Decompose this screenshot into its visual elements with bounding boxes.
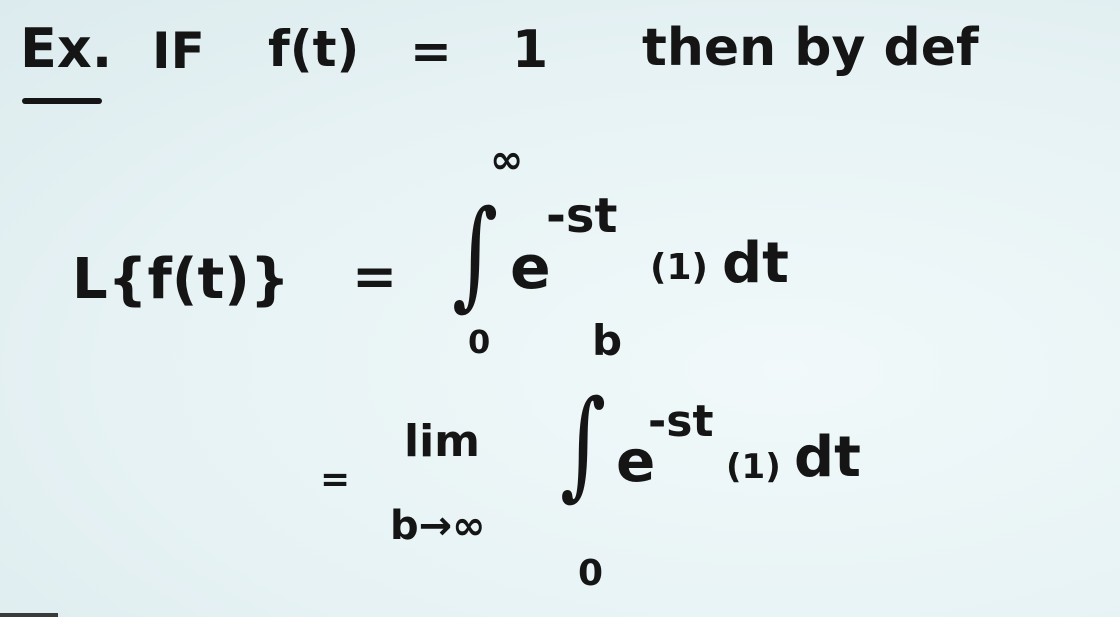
differential-dt-2: dt bbox=[794, 425, 861, 490]
integral-sign: ∫ bbox=[452, 184, 499, 322]
value-one: 1 bbox=[512, 20, 549, 80]
exponent-neg-st-2: -st bbox=[648, 396, 714, 447]
differential-dt: dt bbox=[722, 231, 789, 296]
then-by-def-text: then by def bbox=[642, 18, 979, 78]
if-word: IF bbox=[152, 22, 205, 80]
equals-sign: = bbox=[352, 245, 398, 308]
example-underline bbox=[22, 98, 102, 104]
equals-sign-2: = bbox=[320, 459, 351, 500]
integral-sign-2: ∫ bbox=[560, 374, 607, 512]
lim-word: lim bbox=[404, 416, 481, 467]
exponential-base: e bbox=[510, 233, 551, 303]
factor-one-2: (1) bbox=[726, 447, 781, 487]
video-progress-edge bbox=[0, 613, 58, 617]
example-label: Ex. bbox=[20, 17, 113, 80]
integral-upper-limit: ∞ bbox=[490, 137, 524, 183]
integral-lower-limit: 0 bbox=[468, 323, 491, 361]
laplace-lhs: L{f(t)} bbox=[72, 247, 290, 312]
factor-one: (1) bbox=[650, 247, 708, 288]
integral-lower-limit-2: 0 bbox=[578, 553, 604, 594]
upper-limit-b: b bbox=[592, 316, 623, 365]
function-f-of-t: f(t) bbox=[268, 20, 360, 78]
equals-sign: = bbox=[410, 22, 452, 80]
exponential-base-2: e bbox=[616, 427, 656, 495]
lim-subscript: b→∞ bbox=[390, 503, 486, 549]
exponent-neg-st: -st bbox=[546, 188, 618, 244]
